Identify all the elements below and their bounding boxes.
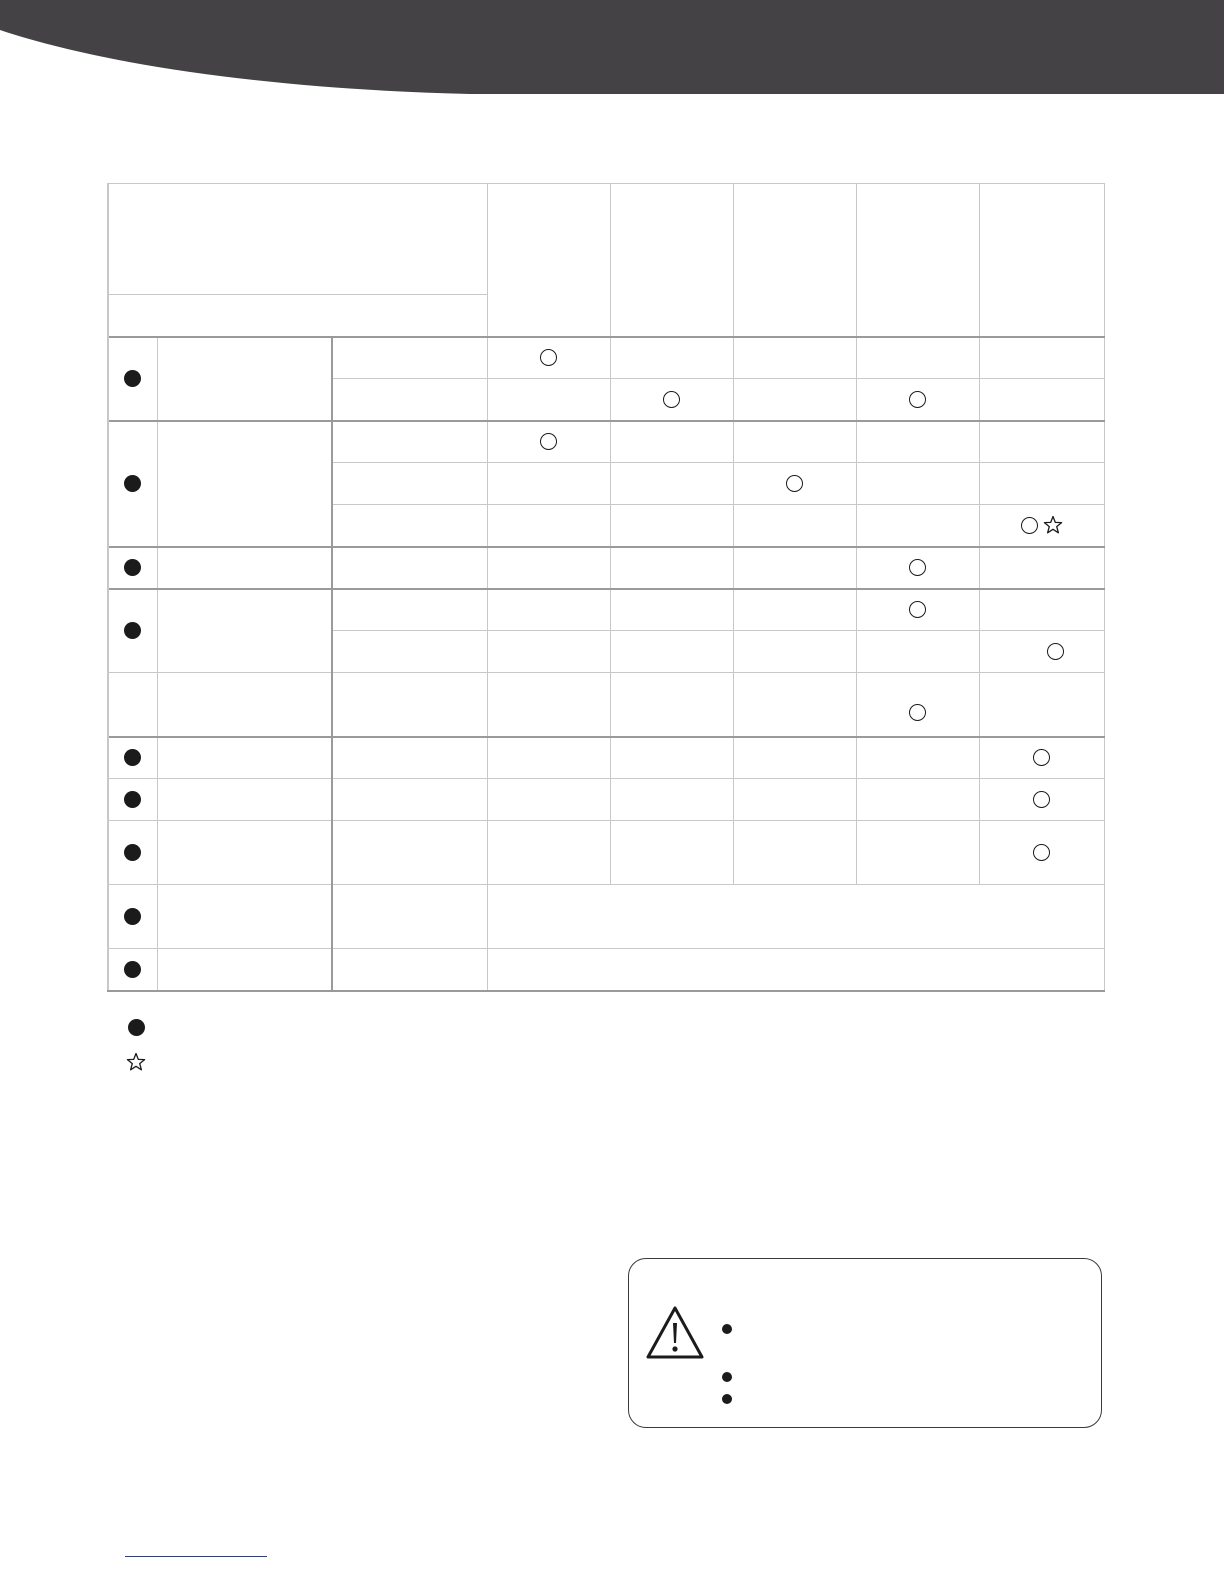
open-circle-icon (540, 433, 557, 450)
column-header-1 (487, 184, 610, 337)
mark-cell (979, 673, 1104, 737)
footer-link[interactable] (125, 1556, 267, 1557)
mark-cell (979, 779, 1104, 821)
mark-cell (856, 737, 979, 779)
row-label-cell (157, 589, 332, 673)
open-circle-icon (909, 704, 926, 721)
row-label-cell (157, 673, 332, 737)
table-header-row (108, 184, 1104, 295)
table-row (108, 737, 1104, 779)
warning-triangle-icon (645, 1305, 705, 1361)
mark-cell (610, 631, 733, 673)
mark-cell (610, 505, 733, 547)
mark-cell (856, 505, 979, 547)
caution-bullet (722, 1324, 732, 1334)
column-header-4 (856, 184, 979, 337)
column-header-2 (610, 184, 733, 337)
row-marker-cell (108, 949, 157, 991)
row-marker-cell (108, 421, 157, 547)
mark-cell (979, 337, 1104, 379)
mark-cell (487, 547, 610, 589)
open-circle-icon (909, 391, 926, 408)
mark-cell (733, 631, 856, 673)
mark-cell (979, 631, 1104, 673)
filled-dot-icon (124, 908, 141, 925)
row-sublabel-cell (332, 421, 487, 463)
filled-dot-icon (124, 844, 141, 861)
open-circle-icon (909, 559, 926, 576)
row-marker-cell (108, 885, 157, 949)
mark-cell (487, 379, 610, 421)
row-sublabel-cell (332, 589, 487, 631)
filled-dot-icon (124, 475, 141, 492)
table-row (108, 589, 1104, 631)
filled-dot-icon (124, 961, 141, 978)
table-row (108, 673, 1104, 737)
row-label-cell (157, 949, 332, 991)
mark-cell (856, 673, 979, 737)
row-marker-cell (108, 547, 157, 589)
mark-cell (733, 337, 856, 379)
row-sublabel-cell (332, 337, 487, 379)
open-circle-icon (540, 349, 557, 366)
specification-table (107, 183, 1105, 992)
mark-cell (733, 779, 856, 821)
row-sublabel-cell (332, 631, 487, 673)
row-label-cell (157, 885, 332, 949)
mark-cell (487, 337, 610, 379)
mark-cell (733, 821, 856, 885)
row-sublabel-cell (332, 949, 487, 991)
row-sublabel-cell (332, 821, 487, 885)
legend-item-dot (121, 1016, 151, 1038)
mark-cell (610, 337, 733, 379)
mark-cell (610, 463, 733, 505)
row-sublabel-cell (332, 547, 487, 589)
filled-dot-icon (124, 791, 141, 808)
table-row (108, 821, 1104, 885)
mark-cell (610, 547, 733, 589)
mark-cell (487, 673, 610, 737)
column-header-5 (979, 184, 1104, 337)
mark-cell (487, 631, 610, 673)
mark-cell (856, 421, 979, 463)
filled-dot-icon (128, 1019, 145, 1036)
row-sublabel-cell (332, 737, 487, 779)
table-row (108, 949, 1104, 991)
mark-cell (856, 589, 979, 631)
mark-cell (856, 821, 979, 885)
mark-cell (979, 821, 1104, 885)
mark-cell (733, 505, 856, 547)
mark-cell (487, 463, 610, 505)
mark-cell (856, 379, 979, 421)
subheader-label-cell (108, 295, 487, 337)
header-label-cell (108, 184, 487, 295)
row-sublabel-cell (332, 505, 487, 547)
row-label-cell (157, 779, 332, 821)
row-label-cell (157, 737, 332, 779)
mark-cell (610, 421, 733, 463)
table-row (108, 337, 1104, 379)
mark-cell (610, 673, 733, 737)
mark-cell (733, 737, 856, 779)
mark-cell (487, 779, 610, 821)
mark-cell (856, 631, 979, 673)
caution-bullet (722, 1394, 732, 1404)
mark-cell (856, 463, 979, 505)
mark-cell (733, 547, 856, 589)
open-circle-icon (1033, 749, 1050, 766)
caution-box (628, 1258, 1102, 1428)
table-row (108, 547, 1104, 589)
mark-cell (733, 589, 856, 631)
mark-cell (610, 379, 733, 421)
row-marker-cell (108, 779, 157, 821)
header-band (0, 0, 1224, 100)
mark-cell (979, 547, 1104, 589)
mark-cell (979, 737, 1104, 779)
caution-bullet (722, 1372, 732, 1382)
filled-dot-icon (124, 559, 141, 576)
mark-cell (979, 463, 1104, 505)
open-circle-icon (663, 391, 680, 408)
mark-cell (733, 463, 856, 505)
row-label-cell (157, 821, 332, 885)
mark-cell (487, 821, 610, 885)
mark-cell (610, 779, 733, 821)
open-circle-icon (1047, 643, 1064, 660)
row-sublabel-cell (332, 673, 487, 737)
mark-cell (979, 505, 1104, 547)
row-sublabel-cell (332, 885, 487, 949)
mark-cell (979, 589, 1104, 631)
star-outline-icon (1043, 515, 1063, 535)
row-label-cell (157, 337, 332, 421)
filled-dot-icon (124, 622, 141, 639)
open-circle-icon (1021, 517, 1038, 534)
mark-cell (979, 379, 1104, 421)
mark-cell (733, 673, 856, 737)
open-circle-icon (786, 475, 803, 492)
row-sublabel-cell (332, 463, 487, 505)
row-sublabel-cell (332, 779, 487, 821)
mark-cell (856, 547, 979, 589)
mark-cell (487, 589, 610, 631)
column-header-3 (733, 184, 856, 337)
mark-cell (979, 421, 1104, 463)
row-marker-cell (108, 737, 157, 779)
mark-cell (610, 821, 733, 885)
row-marker-cell (108, 821, 157, 885)
row-marker-cell (108, 673, 157, 737)
table-row (108, 779, 1104, 821)
open-circle-icon (1033, 791, 1050, 808)
row-marker-cell (108, 589, 157, 673)
mark-cell (487, 737, 610, 779)
open-circle-icon (909, 601, 926, 618)
merged-value-cell (487, 885, 1104, 949)
mark-cell (610, 737, 733, 779)
mark-cell (487, 505, 610, 547)
star-outline-icon (126, 1052, 146, 1072)
filled-dot-icon (124, 370, 141, 387)
merged-value-cell (487, 949, 1104, 991)
mark-cell (610, 589, 733, 631)
mark-cell (856, 779, 979, 821)
open-circle-icon (1033, 844, 1050, 861)
mark-cell (856, 337, 979, 379)
table-row (108, 421, 1104, 463)
mark-cell (733, 379, 856, 421)
row-sublabel-cell (332, 379, 487, 421)
mark-cell (487, 421, 610, 463)
row-marker-cell (108, 337, 157, 421)
mark-cell (733, 421, 856, 463)
table-row (108, 885, 1104, 949)
row-label-cell (157, 547, 332, 589)
filled-dot-icon (124, 749, 141, 766)
row-label-cell (157, 421, 332, 547)
legend-item-star (121, 1051, 151, 1073)
